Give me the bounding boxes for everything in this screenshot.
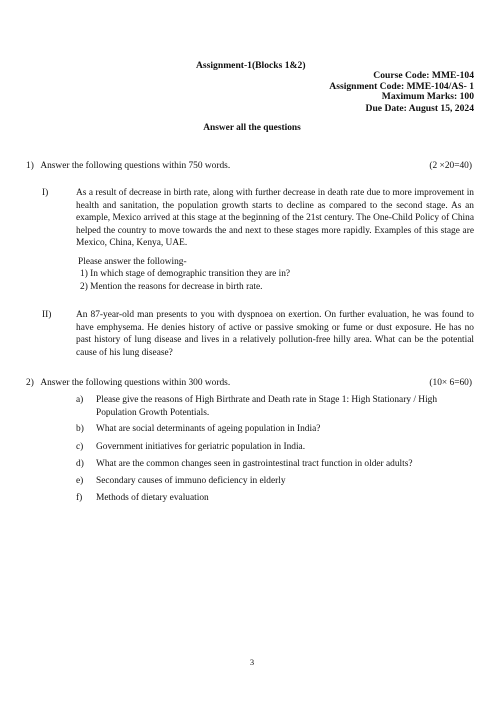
assignment-code: Assignment Code: MME-104/AS- 1: [329, 81, 474, 92]
list-item-text: What are the common changes seen in gastrointestinal tract function in older adults?: [96, 459, 413, 469]
list-item-label: d): [76, 459, 84, 469]
part-1-label: I): [42, 188, 49, 198]
list-item-label: f): [76, 493, 83, 503]
question-2-number: 2): [26, 378, 34, 388]
question-1: [26, 160, 230, 173]
list-item: [76, 394, 476, 419]
list-item-label: e): [76, 476, 84, 486]
part-1-subquestion-2: 2) Mention the reasons for decrease in birth rate.: [80, 282, 263, 292]
part-1-prompt: Please answer the following-: [78, 257, 187, 267]
question-2: [26, 377, 230, 390]
list-item-text: Secondary causes of immuno deficiency in elderly: [96, 476, 286, 486]
part-2-label: II): [42, 310, 52, 320]
course-code: Course Code: MME-104: [373, 70, 474, 81]
question-2-marks: (10× 6=60): [429, 378, 472, 388]
list-item-label: c): [76, 442, 84, 452]
list-item-text: Please give the reasons of High Birthrate and Death rate in Stage 1: High Stationary / High Population Growth Potentials.: [96, 395, 438, 418]
list-item-text: What are social determinants of ageing population in India?: [96, 424, 321, 434]
list-item-text: Methods of dietary evaluation: [96, 493, 209, 503]
part-1-paragraph: As a result of decrease in birth rate, along with further decrease in death rate due to more improvement in health and sanitation, the population growth starts to decline as compared to the second stage. As an example, Mexico arrived at this stage at the beginning of the 21st century. The One-Child Policy of China helped the country to move towards the and next to these stages more rapidly. Examples of this stage are Mexico, China, Kenya, UAE.: [76, 188, 474, 249]
list-item: [76, 458, 476, 471]
question-1-marks: (2 ×20=40): [429, 161, 472, 171]
list-item: [76, 441, 476, 454]
list-item-label: b): [76, 424, 84, 434]
instruction-heading: Answer all the questions: [203, 123, 301, 133]
list-item-label: a): [76, 395, 84, 405]
part-1-subquestion-1: 1) In which stage of demographic transition they are in?: [80, 269, 291, 279]
part-2-paragraph: An 87-year-old man presents to you with dyspnoea on exertion. On further evaluation, he was found to have emphysema. He denies history of active or passive smoking or fume or dust exposure. He has no past history of lung disease and lives in a relatively pollution-free hilly area. What can be the potential cause of his lung disease?: [76, 310, 474, 358]
list-item: [76, 475, 476, 488]
list-item-text: Government initiatives for geriatric population in India.: [96, 442, 306, 452]
question-2-text: Answer the following questions within 300 words.: [40, 378, 231, 388]
list-item: [76, 423, 476, 436]
maximum-marks: Maximum Marks: 100: [381, 91, 474, 102]
due-date: Due Date: August 15, 2024: [365, 103, 474, 114]
question-1-text: Answer the following questions within 750 words.: [40, 161, 231, 171]
question-1-number: 1): [26, 161, 34, 171]
page-number: 3: [249, 657, 255, 667]
list-item: [76, 492, 476, 505]
assignment-title: Assignment-1(Blocks 1&2): [196, 60, 306, 71]
